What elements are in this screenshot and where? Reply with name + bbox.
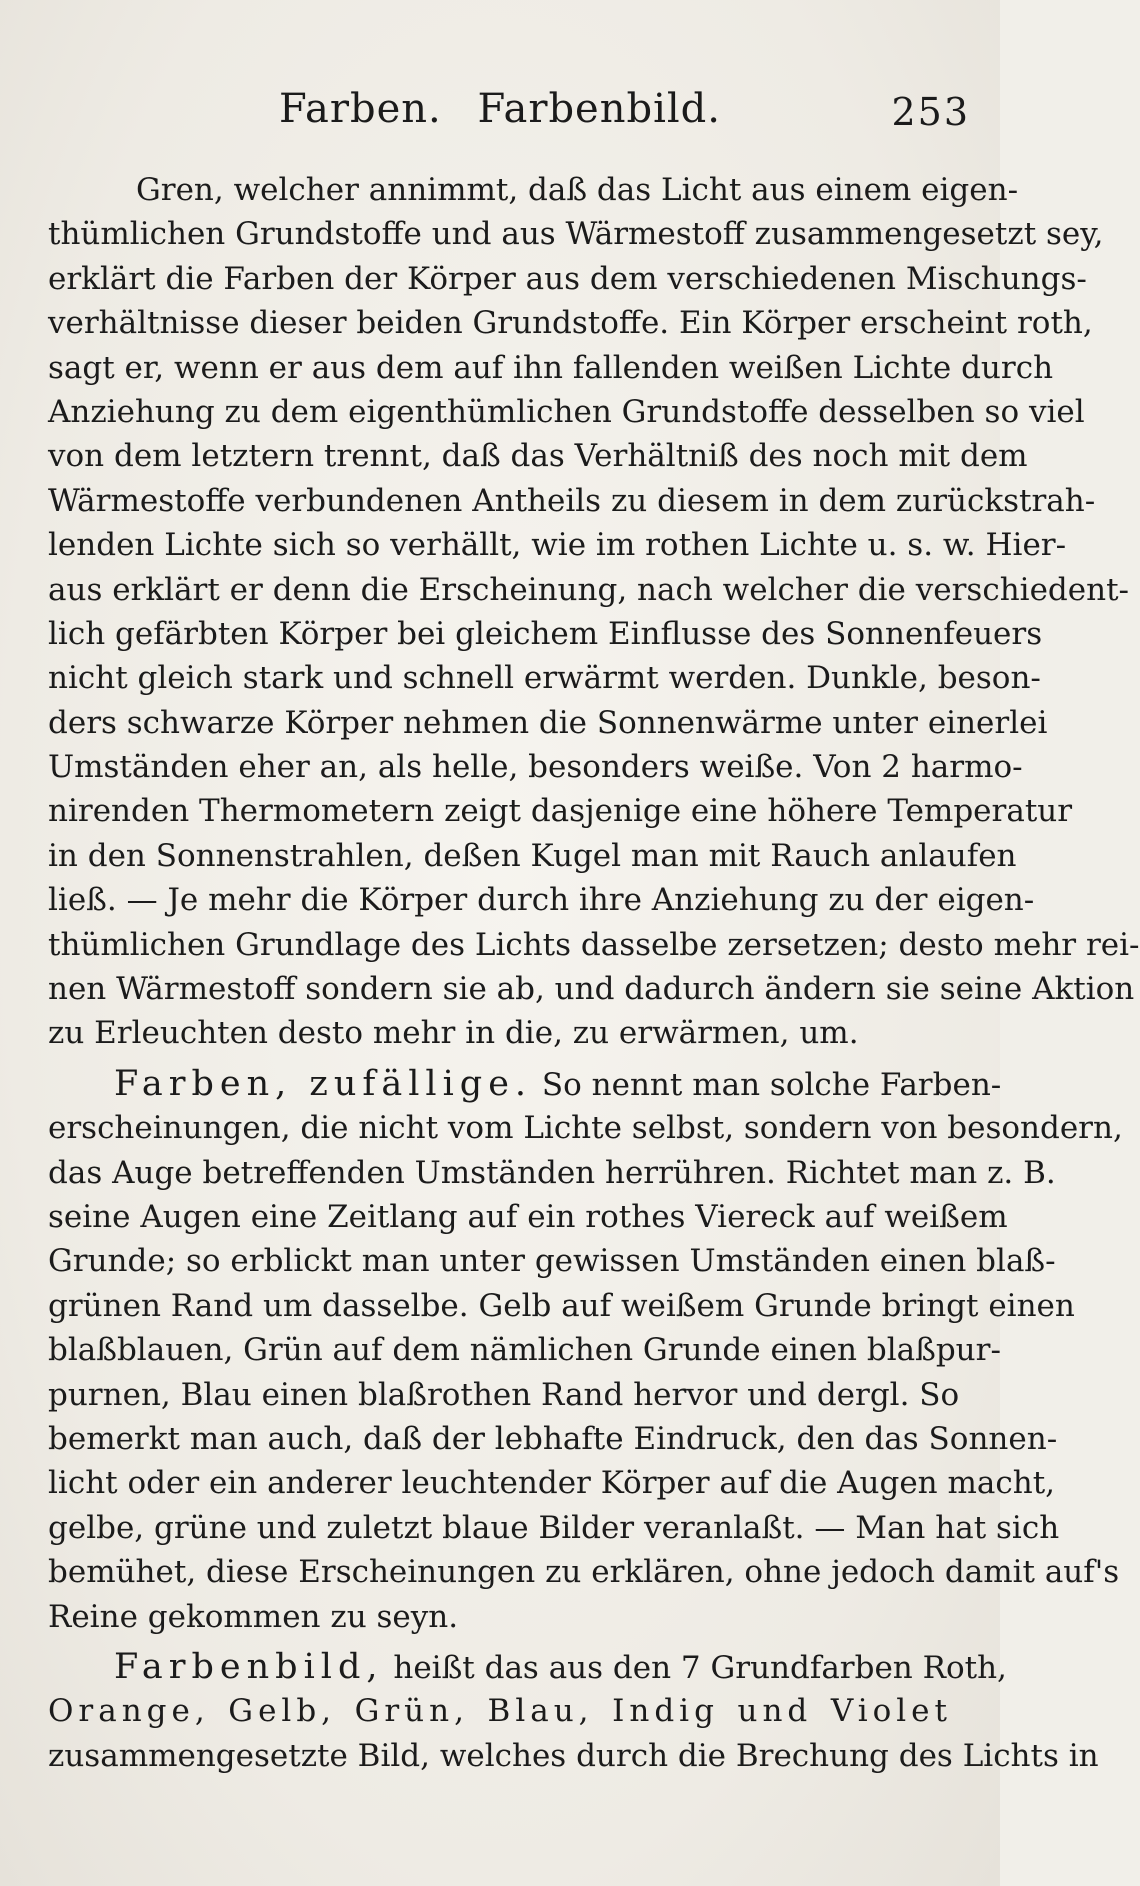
entry-first-line	[48, 1645, 1007, 1689]
entry-farbenbild	[48, 1645, 1099, 1778]
entry-first-line	[48, 1062, 1002, 1106]
text-line: von dem letztern trennt, daß das Verhältniß des noch mit dem	[48, 438, 1028, 475]
text-line: ließ. — Je mehr die Körper durch ihre Anziehung zu der eigen-	[48, 882, 1035, 919]
text-line: Orange, Gelb, Grün, Blau, Indig und Violet	[48, 1693, 952, 1730]
entry-headword: Farbenbild,	[114, 1646, 384, 1687]
text-line: bemerkt man auch, daß der lebhafte Eindruck, den das Sonnen-	[48, 1420, 1058, 1457]
text-line: das Auge betreffenden Umständen herrühren. Richtet man z. B.	[48, 1154, 1056, 1191]
text-line: lich gefärbten Körper bei gleichem Einflusse des Sonnenfeuers	[48, 615, 1043, 652]
text-line: bemühet, diese Erscheinungen zu erklären, ohne jedoch damit auf's	[48, 1554, 1120, 1591]
entry-headword: Farben, zufällige.	[114, 1063, 533, 1104]
text-line: gelbe, grüne und zuletzt blaue Bilder veranlaßt. — Man hat sich	[48, 1509, 1060, 1546]
text-line: grünen Rand um dasselbe. Gelb auf weißem Grunde bringt einen	[48, 1287, 1075, 1324]
text-line: Wärmestoffe verbundenen Antheils zu diesem in dem zurückstrah-	[48, 482, 1096, 519]
text-line: verhältnisse dieser beiden Grundstoffe. Ein Körper erscheint roth,	[48, 305, 1093, 342]
text-line: erscheinungen, die nicht vom Lichte selbst, sondern von besondern,	[48, 1110, 1123, 1147]
entry-first-line-text: So nennt man solche Farben-	[541, 1066, 1002, 1103]
entry-first-line-text: heißt das aus den 7 Grundfarben Roth,	[393, 1649, 1007, 1686]
text-line: zu Erleuchten desto mehr in die, zu erwärmen, um.	[48, 1015, 859, 1052]
page-header	[0, 86, 1000, 146]
text-line: aus erklärt er denn die Erscheinung, nach welcher die verschiedent-	[48, 571, 1130, 608]
text-line: blaßblauen, Grün auf dem nämlichen Grunde einen blaßpur-	[48, 1332, 1001, 1369]
text-line: sagt er, wenn er aus dem auf ihn fallenden weißen Lichte durch	[48, 349, 1054, 386]
page-body	[48, 168, 1140, 1778]
text-line: ders schwarze Körper nehmen die Sonnenwärme unter einerlei	[48, 704, 1048, 741]
text-line: zusammengesetzte Bild, welches durch die Brechung des Lichts in	[48, 1737, 1099, 1774]
text-line: seine Augen eine Zeitlang auf ein rothes Viereck auf weißem	[48, 1198, 1008, 1235]
text-line: Anziehung zu dem eigenthümlichen Grundstoffe desselben so viel	[48, 393, 1085, 430]
page-number: 253	[891, 90, 970, 134]
text-line: Reine gekommen zu seyn.	[48, 1598, 459, 1635]
text-line: Grunde; so erblickt man unter gewissen Umständen einen blaß-	[48, 1243, 1056, 1280]
text-line: nen Wärmestoff sondern sie ab, und dadurch ändern sie seine Aktion	[48, 971, 1135, 1008]
running-head: Farben. Farbenbild.	[278, 86, 722, 132]
text-line: Umständen eher an, als helle, besonders weiße. Von 2 harmo-	[48, 749, 1023, 786]
text-line: thümlichen Grundlage des Lichts dasselbe zersetzen; desto mehr rei-	[48, 926, 1140, 963]
text-line: licht oder ein anderer leuchtender Körper auf die Augen macht,	[48, 1465, 1056, 1502]
paragraph-gren	[48, 168, 1140, 1056]
text-line: Gren, welcher annimmt, daß das Licht aus einem eigen-	[136, 172, 1019, 208]
text-line: in den Sonnenstrahlen, deßen Kugel man mit Rauch anlaufen	[48, 837, 1017, 874]
text-line: lenden Lichte sich so verhällt, wie im rothen Lichte u. s. w. Hier-	[48, 527, 1067, 564]
text-line: purnen, Blau einen blaßrothen Rand hervor und dergl. So	[48, 1376, 960, 1413]
text-line: nirenden Thermometern zeigt dasjenige eine höhere Temperatur	[48, 793, 1073, 830]
text-line: erklärt die Farben der Körper aus dem verschiedenen Mischungs-	[48, 260, 1087, 297]
entry-farben-zufaellige	[48, 1062, 1123, 1639]
text-line: nicht gleich stark und schnell erwärmt werden. Dunkle, beson-	[48, 660, 1041, 697]
text-line: thümlichen Grundstoffe und aus Wärmestoff zusammengesetzt sey,	[48, 216, 1104, 253]
